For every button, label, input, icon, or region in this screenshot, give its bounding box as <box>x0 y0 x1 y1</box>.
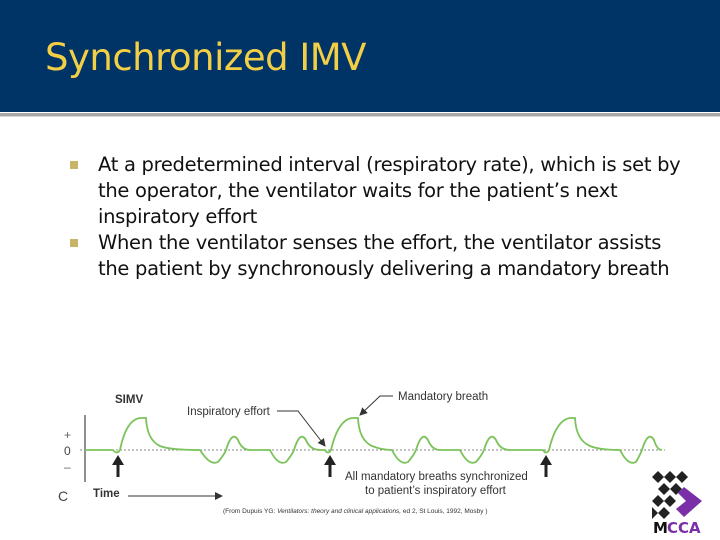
panel-label: C <box>58 488 69 504</box>
bullet-item: When the ventilator senses the effort, the ventilator assists the patient by synchronously delivering a mandatory breath <box>70 230 690 282</box>
inspiratory-effort-pointer <box>277 411 325 446</box>
time-axis-label: Time <box>93 488 120 500</box>
square-bullet-icon <box>70 239 78 247</box>
simv-waveform-figure <box>0 370 720 540</box>
trigger-arrow-icon <box>324 455 336 477</box>
title-bar <box>0 0 720 112</box>
pressure-waveform <box>85 418 662 463</box>
figure-citation: (From Dupuis YG: Ventilators: theory and clinical applications, ed 2, St Louis, 1992, Mosby ) <box>223 508 488 515</box>
logo-text-m: M <box>653 519 668 535</box>
mode-label: SIMV <box>115 394 144 406</box>
mcca-logo <box>648 465 718 535</box>
trigger-arrow-icon <box>540 455 552 477</box>
mandatory-breath-pointer <box>360 396 393 415</box>
inspiratory-effort-label: Inspiratory effort <box>187 406 270 418</box>
y-minus-label: – <box>64 460 71 474</box>
mandatory-breath-label: Mandatory breath <box>398 391 489 403</box>
trigger-arrow-icon <box>112 455 124 477</box>
bullet-list <box>70 152 690 282</box>
header-divider-light <box>0 116 720 117</box>
logo-chevron-icon <box>676 487 702 517</box>
sync-note-line2: to patient’s inspiratory effort <box>365 485 506 497</box>
sync-note-line1: All mandatory breaths synchronized <box>345 471 528 483</box>
slide-title: Synchronized IMV <box>45 36 366 79</box>
bullet-item: At a predetermined interval (respiratory rate), which is set by the operator, the ventilator waits for the patient’s next inspiratory effort <box>70 152 690 230</box>
y-plus-label: + <box>64 428 72 442</box>
logo-text-cca: CCA <box>667 519 701 535</box>
square-bullet-icon <box>70 161 78 169</box>
y-zero-label: 0 <box>64 444 71 458</box>
